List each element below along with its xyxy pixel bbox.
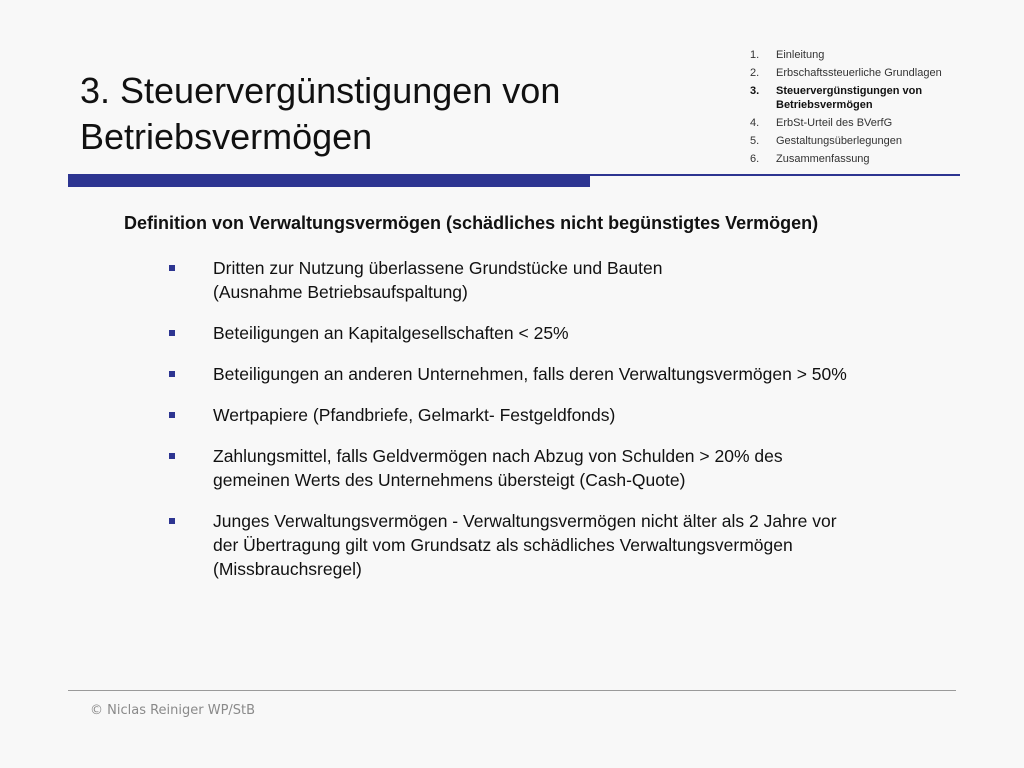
bullet-text: Wertpapiere (Pfandbriefe, Gelmarkt- Festgeldfonds) (213, 405, 616, 425)
square-bullet-icon (169, 265, 175, 271)
agenda-item (750, 46, 980, 64)
slide-title (80, 68, 680, 160)
agenda-item-label: Erbschaftssteuerliche Grundlagen (776, 67, 942, 79)
agenda-item-number: 3. (750, 85, 760, 97)
agenda-item (750, 150, 980, 168)
square-bullet-icon (169, 330, 175, 336)
bullet-item (166, 444, 946, 492)
title-divider-bar (68, 174, 590, 187)
bullet-text: gemeinen Werts des Unternehmens übersteigt (Cash-Quote) (213, 470, 686, 490)
agenda-item (750, 114, 980, 132)
bullet-text: Beteiligungen an Kapitalgesellschaften < 25% (213, 323, 569, 343)
agenda-item-label: Einleitung (776, 49, 825, 61)
agenda-item-number: 1. (750, 49, 760, 61)
bullet-text: Junges Verwaltungsvermögen - Verwaltungsvermögen nicht älter als 2 Jahre vor (213, 511, 837, 531)
bullet-item (166, 321, 946, 345)
bullet-text: Dritten zur Nutzung überlassene Grundstücke und Bauten (213, 258, 663, 278)
bullet-item (166, 403, 946, 427)
bullet-text: Beteiligungen an anderen Unternehmen, falls deren Verwaltungsvermögen > 50% (213, 364, 847, 384)
agenda-item (750, 132, 980, 150)
bullet-text: der Übertragung gilt vom Grundsatz als schädliches Verwaltungsvermögen (213, 535, 793, 555)
bullet-text: (Ausnahme Betriebsaufspaltung) (213, 282, 468, 302)
agenda-item-label: Steuervergünstigungen von Betriebsvermögen (776, 85, 923, 111)
section-heading: Definition von Verwaltungsvermögen (schädliches nicht begünstigtes Vermögen) (124, 213, 819, 233)
bullet-list (166, 256, 946, 598)
square-bullet-icon (169, 371, 175, 377)
agenda-item-number: 2. (750, 67, 760, 79)
agenda-item (750, 64, 980, 82)
agenda-item-number: 6. (750, 153, 760, 165)
agenda-item-label: Gestaltungsüberlegungen (776, 135, 902, 147)
bullet-text: (Missbrauchsregel) (213, 559, 362, 579)
agenda-item-label: Zusammenfassung (776, 153, 870, 165)
footer-divider (68, 690, 956, 691)
agenda-item-number: 5. (750, 135, 760, 147)
square-bullet-icon (169, 453, 175, 459)
title-divider-line (590, 174, 960, 176)
bullet-item (166, 362, 946, 386)
agenda-item-number: 4. (750, 117, 760, 129)
bullet-item (166, 256, 946, 304)
agenda-item-current (750, 82, 980, 114)
slide-title-line-1: 3. Steuervergünstigungen von (80, 70, 561, 111)
square-bullet-icon (169, 412, 175, 418)
square-bullet-icon (169, 518, 175, 524)
agenda-item-label: ErbSt-Urteil des BVerfG (776, 117, 893, 129)
bullet-item (166, 509, 946, 581)
slide-title-line-2: Betriebsvermögen (80, 116, 373, 157)
footer-copyright: © Niclas Reiniger WP/StB (90, 703, 256, 718)
agenda-list (750, 46, 980, 168)
bullet-text: Zahlungsmittel, falls Geldvermögen nach Abzug von Schulden > 20% des (213, 446, 783, 466)
